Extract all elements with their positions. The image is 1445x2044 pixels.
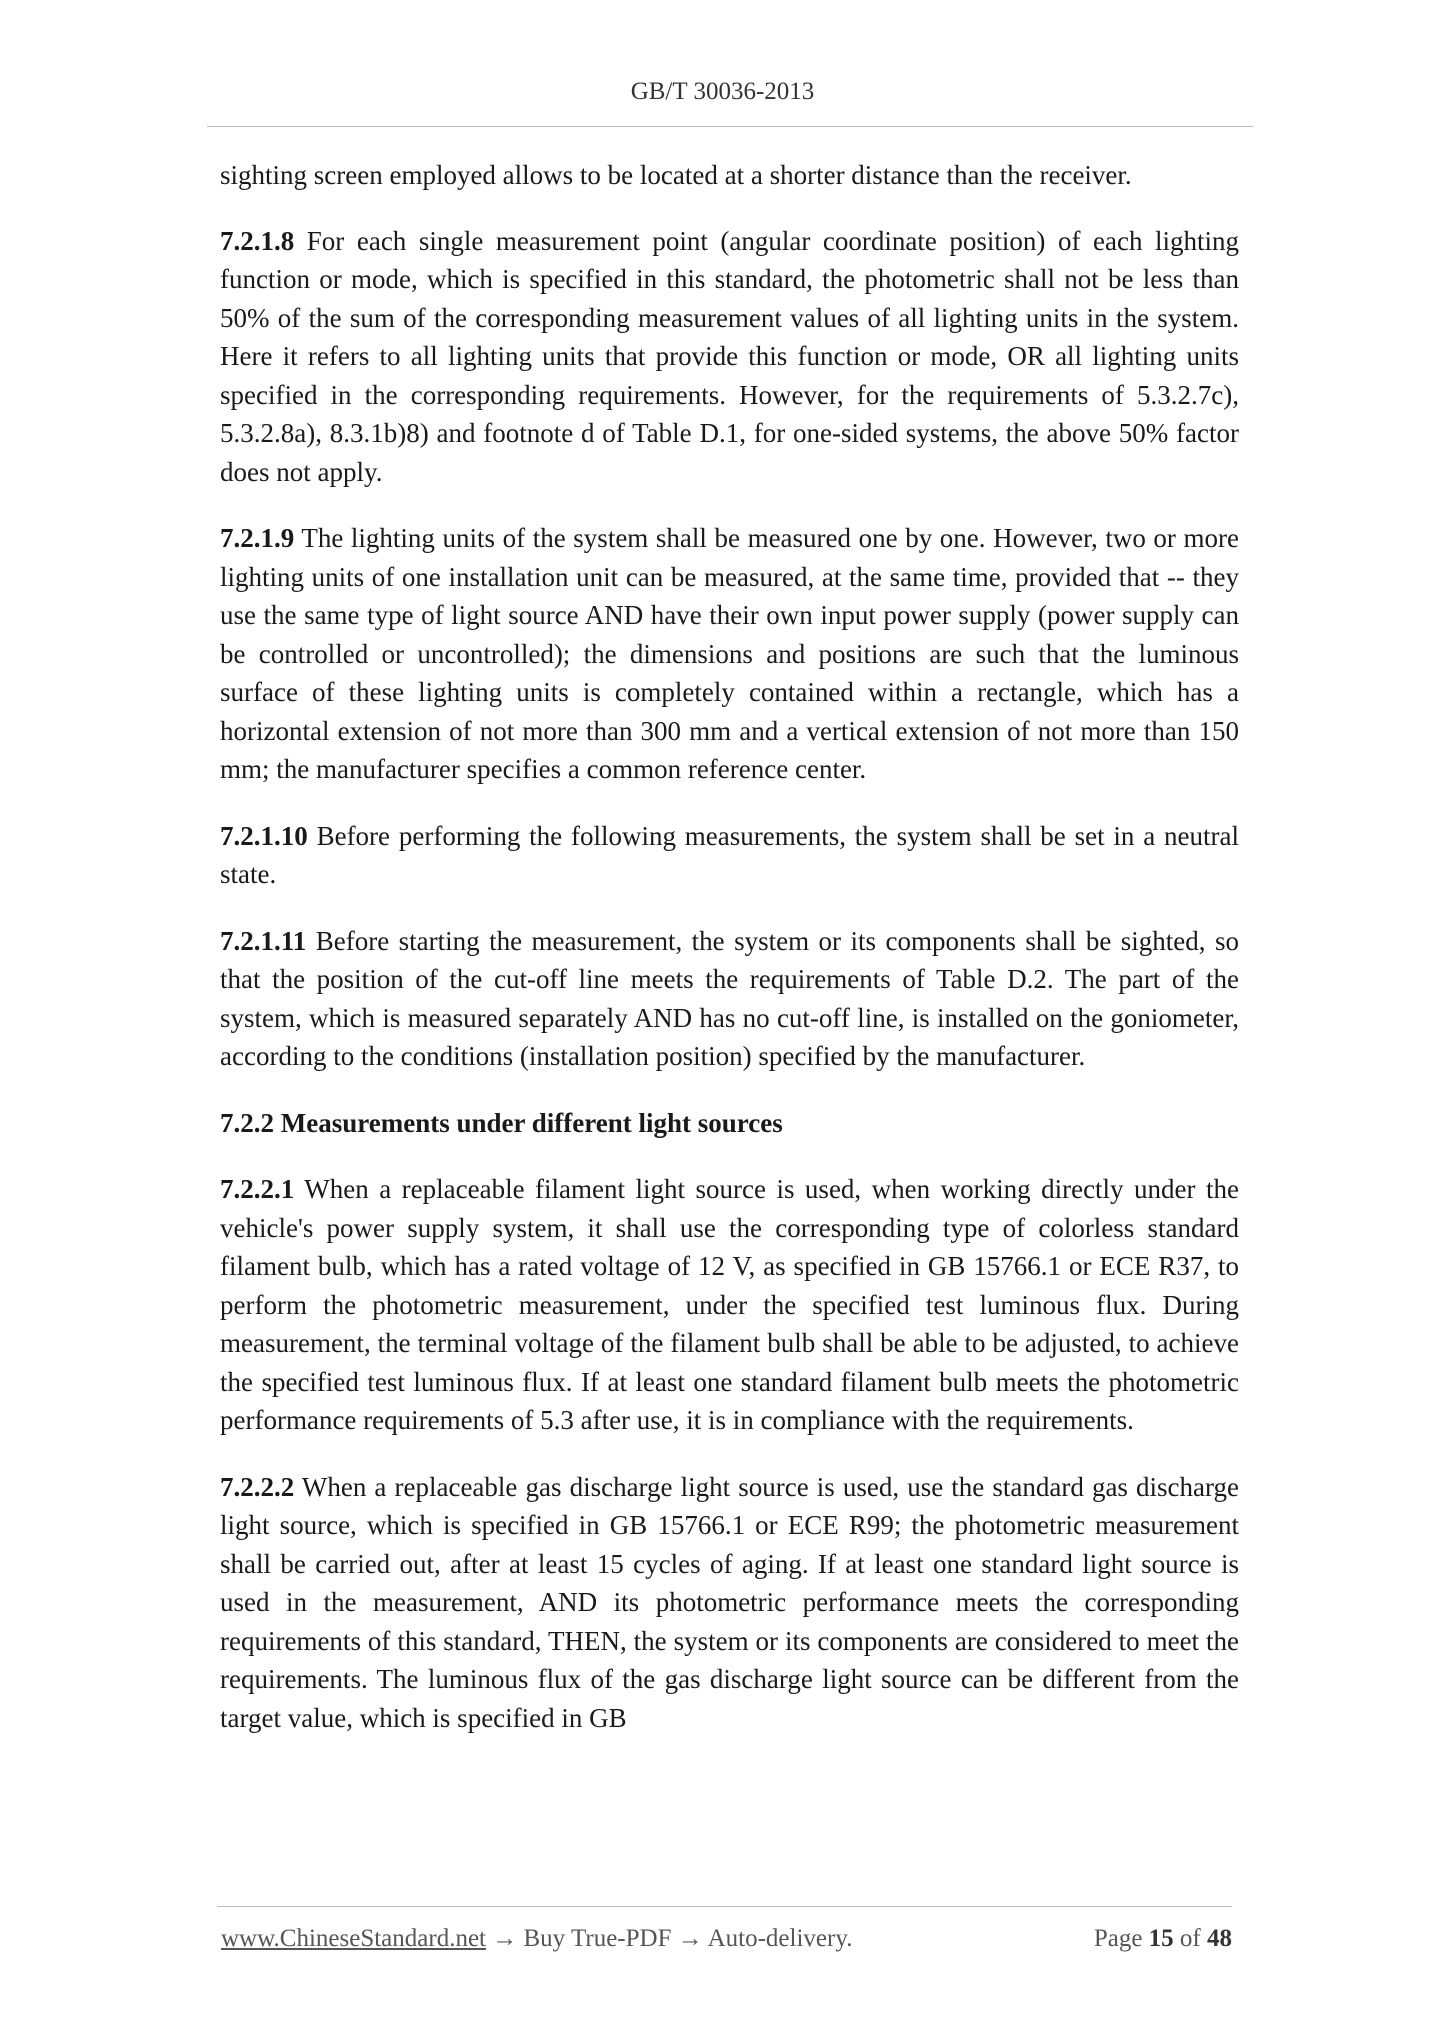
- clause-7-2-1-9: [220, 519, 1239, 789]
- header-divider: [207, 126, 1253, 127]
- clause-text: For each single measurement point (angular coordinate position) of each lighting function or mode, which is specified in this standard, the photometric shall not be less than 50% of the sum of the corresponding measurement values of all lighting units in the system. Here it refers to all lighting units that provide this function or mode, OR all lighting units specified in the corresponding requirements. However, for the requirements of 5.3.2.7c), 5.3.2.8a), 8.3.1b)8) and footnote d of Table D.1, for one-sided systems, the above 50% factor does not apply.: [220, 225, 1239, 487]
- arrow-right-icon: →: [492, 1925, 518, 1952]
- site-link[interactable]: www.ChineseStandard.net: [221, 1925, 486, 1952]
- page-header-title: GB/T 30036-2013: [630, 78, 815, 105]
- auto-delivery-text: Auto-delivery.: [707, 1925, 853, 1952]
- footer-divider: [217, 1906, 1232, 1907]
- clause-text: When a replaceable gas discharge light source is used, use the standard gas discharge light source, which is specified in GB 15766.1 or ECE R99; the photometric measurement shall be carried out, after at least 15 cycles of aging. If at least one standard light source is used in the measurement, AND its photometric performance meets the corresponding requirements of this standard, THEN, the system or its components are considered to meet the requirements. The luminous flux of the gas discharge light source can be different from the target value, which is specified in GB: [220, 1471, 1239, 1733]
- page-number: [1094, 1925, 1232, 1953]
- document-body: [220, 156, 1239, 1765]
- clause-number: 7.2.1.9: [220, 523, 295, 553]
- clause-text: Before starting the measurement, the system or its components shall be sighted, so that the position of the cut-off line meets the requirements of Table D.2. The part of the system, which is measured separately AND has no cut-off line, is installed on the goniometer, according to the conditions (installation position) specified by the manufacturer.: [220, 925, 1239, 1071]
- section-heading-7-2-2: 7.2.2 Measurements under different light sources: [220, 1107, 783, 1138]
- clause-text: When a replaceable filament light source is used, when working directly under the vehicle's power supply system, it shall use the corresponding type of colorless standard filament bulb, which has a rated voltage of 12 V, as specified in GB 15766.1 or ECE R37, to perform the photometric measurement, under the specified test luminous flux. During measurement, the terminal voltage of the filament bulb shall be able to be adjusted, to achieve the specified test luminous flux. If at least one standard filament bulb meets the photometric performance requirements of 5.3 after use, it is in compliance with the requirements.: [220, 1174, 1239, 1435]
- clause-number: 7.2.1.11: [220, 925, 307, 956]
- clause-text: The lighting units of the system shall be measured one by one. However, two or more lighting units of one installation unit can be measured, at the same time, provided that -- they use the same type of light source AND have their own input power supply (power supply can be controlled or uncontrolled); the dimensions and positions are such that the luminous surface of these lighting units is completely contained within a rectangle, which has a horizontal extension of not more than 300 mm and a vertical extension of not more than 150 mm; the manufacturer specifies a common reference center.: [220, 523, 1239, 784]
- clause-number: 7.2.1.8: [220, 225, 295, 256]
- paragraph-continuation: [220, 156, 1239, 195]
- clause-number: 7.2.2.2: [220, 1471, 295, 1502]
- page-total: 48: [1207, 1925, 1232, 1952]
- footer-promo: [221, 1925, 852, 1953]
- clause-text: Before performing the following measurements, the system shall be set in a neutral state.: [220, 820, 1239, 889]
- page-of: of: [1179, 1925, 1201, 1952]
- clause-number: 7.2.2.1: [220, 1174, 295, 1204]
- clause-7-2-2-1: [220, 1170, 1239, 1440]
- arrow-right-icon: →: [677, 1925, 703, 1952]
- clause-7-2-1-10: [220, 817, 1239, 894]
- page-label: Page: [1093, 1925, 1143, 1952]
- buy-true-pdf-text: Buy True-PDF: [523, 1925, 672, 1952]
- clause-7-2-1-8: [220, 222, 1239, 492]
- page-current: 15: [1148, 1925, 1174, 1952]
- clause-7-2-1-11: [220, 922, 1239, 1076]
- clause-number: 7.2.1.10: [220, 820, 308, 851]
- clause-7-2-2-2: [220, 1468, 1239, 1738]
- paragraph-text: sighting screen employed allows to be located at a shorter distance than the receiver.: [220, 160, 1132, 190]
